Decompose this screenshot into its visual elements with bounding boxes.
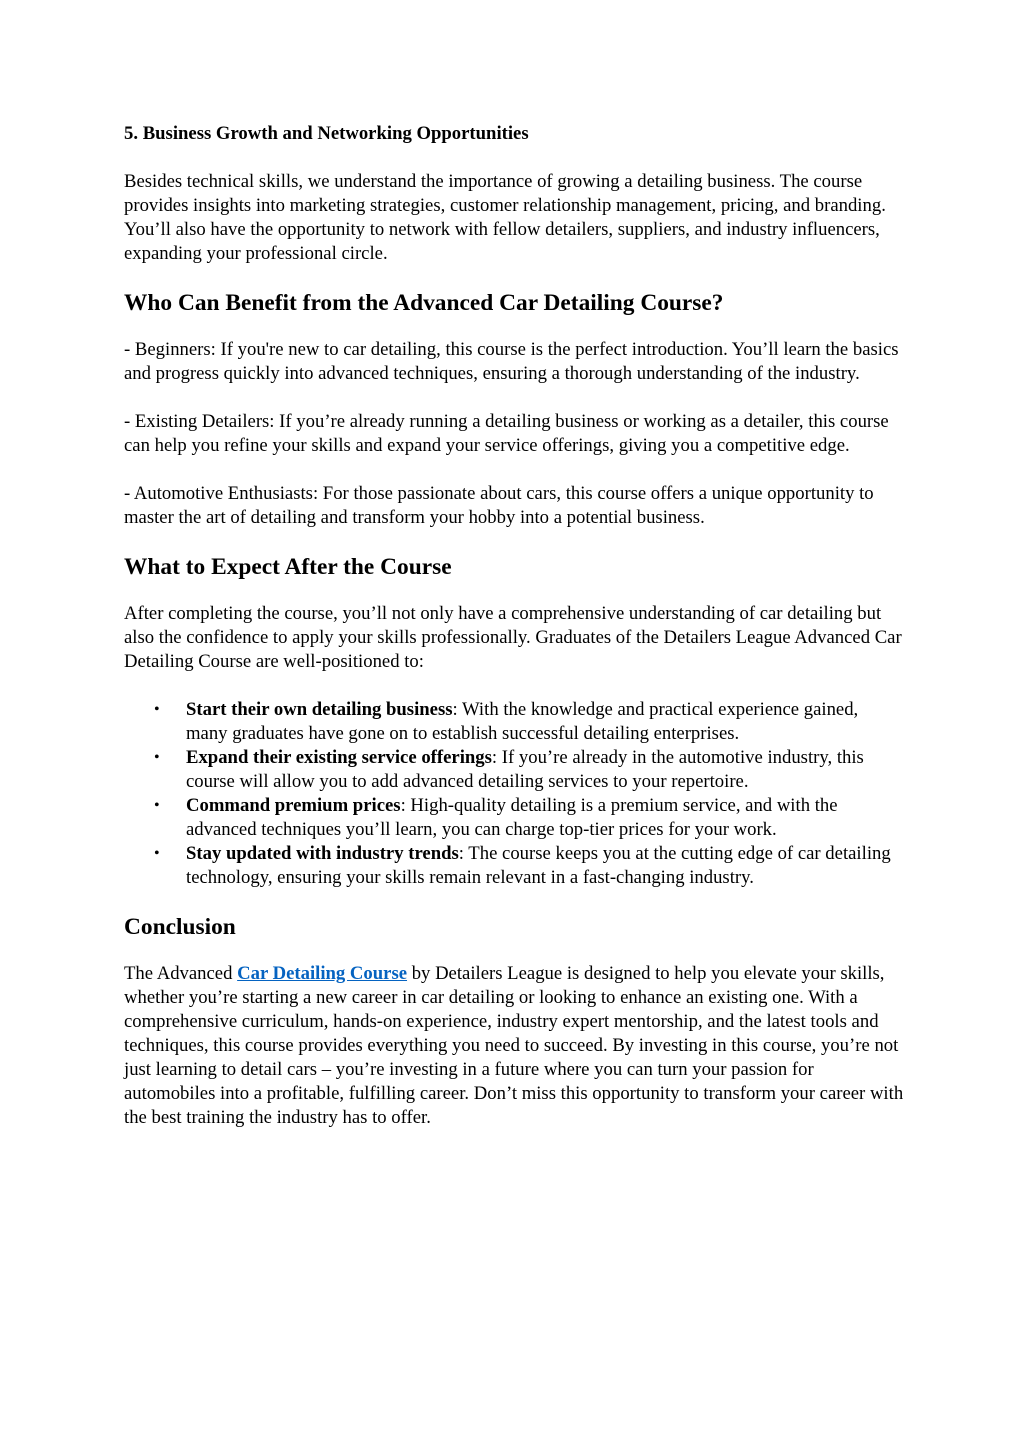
who-heading: Who Can Benefit from the Advanced Car Detailing Course? bbox=[124, 290, 724, 316]
list-item-text: : High-quality detailing is a premium service, and with the advanced techniques you’ll learn, you can charge top-tier prices for your work. bbox=[186, 795, 838, 840]
list-item-title: Command premium prices bbox=[186, 795, 401, 816]
who-item-enthusiasts: - Automotive Enthusiasts: For those passionate about cars, this course offers a unique opportunity to master the art of detailing and transform your hobby into a potential business. bbox=[124, 483, 874, 528]
document-page bbox=[124, 122, 904, 1130]
list-item bbox=[124, 842, 904, 890]
list-item-text: : With the knowledge and practical experience gained, many graduates have gone on to establish successful detailing enterprises. bbox=[186, 699, 859, 744]
conclusion-text-after-link: by Detailers League is designed to help you elevate your skills, whether you’re starting a new career in car detailing or looking to enhance an existing one. With a comprehensive curriculum, hands-on experience, industry expert mentorship, and the latest tools and techniques, this course provides everything you need to succeed. By investing in this course, you’re not just learning to detail cars – you’re investing in a future where you can turn your passion for automobiles into a profitable, fulfilling career. Don’t miss this opportunity to transform your career with the best training the industry has to offer. bbox=[124, 963, 904, 1128]
list-item-title: Start their own detailing business bbox=[186, 699, 453, 720]
bullet-icon: • bbox=[154, 701, 160, 718]
list-item bbox=[124, 794, 904, 842]
list-item bbox=[124, 698, 904, 746]
list-item bbox=[124, 746, 904, 794]
list-item-text: : If you’re already in the automotive industry, this course will allow you to add advanced detailing services to your repertoire. bbox=[186, 747, 864, 792]
conclusion-heading: Conclusion bbox=[124, 914, 236, 940]
section5-body: Besides technical skills, we understand the importance of growing a detailing business. The course provides insights into marketing strategies, customer relationship management, pricing, and branding. You’ll also have the opportunity to network with fellow detailers, suppliers, and industry influencers, expanding your professional circle. bbox=[124, 171, 886, 264]
who-item-beginners: - Beginners: If you're new to car detailing, this course is the perfect introduction. You’ll learn the basics and progress quickly into advanced techniques, ensuring a thorough understanding of the industry. bbox=[124, 339, 899, 384]
car-detailing-course-link[interactable]: Car Detailing Course bbox=[237, 963, 408, 984]
section5-heading: 5. Business Growth and Networking Opportunities bbox=[124, 123, 529, 144]
list-item-title: Stay updated with industry trends bbox=[186, 843, 459, 864]
bullet-icon: • bbox=[154, 797, 160, 814]
conclusion-text-before-link: The Advanced bbox=[124, 963, 238, 984]
who-item-existing-detailers: - Existing Detailers: If you’re already running a detailing business or working as a detailer, this course can help you refine your skills and expand your service offerings, giving you a competitive edge. bbox=[124, 411, 889, 456]
bullet-icon: • bbox=[154, 845, 160, 862]
expect-intro: After completing the course, you’ll not only have a comprehensive understanding of car detailing but also the confidence to apply your skills professionally. Graduates of the Detailers League Advanced Car Detailing Course are well-positioned to: bbox=[124, 603, 902, 672]
expect-bullet-list bbox=[124, 698, 904, 890]
conclusion-body bbox=[124, 962, 904, 1130]
bullet-icon: • bbox=[154, 749, 160, 766]
expect-heading: What to Expect After the Course bbox=[124, 554, 452, 580]
list-item-title: Expand their existing service offerings bbox=[186, 747, 492, 768]
list-item-text: : The course keeps you at the cutting edge of car detailing technology, ensuring your skills remain relevant in a fast-changing industry. bbox=[186, 843, 891, 888]
